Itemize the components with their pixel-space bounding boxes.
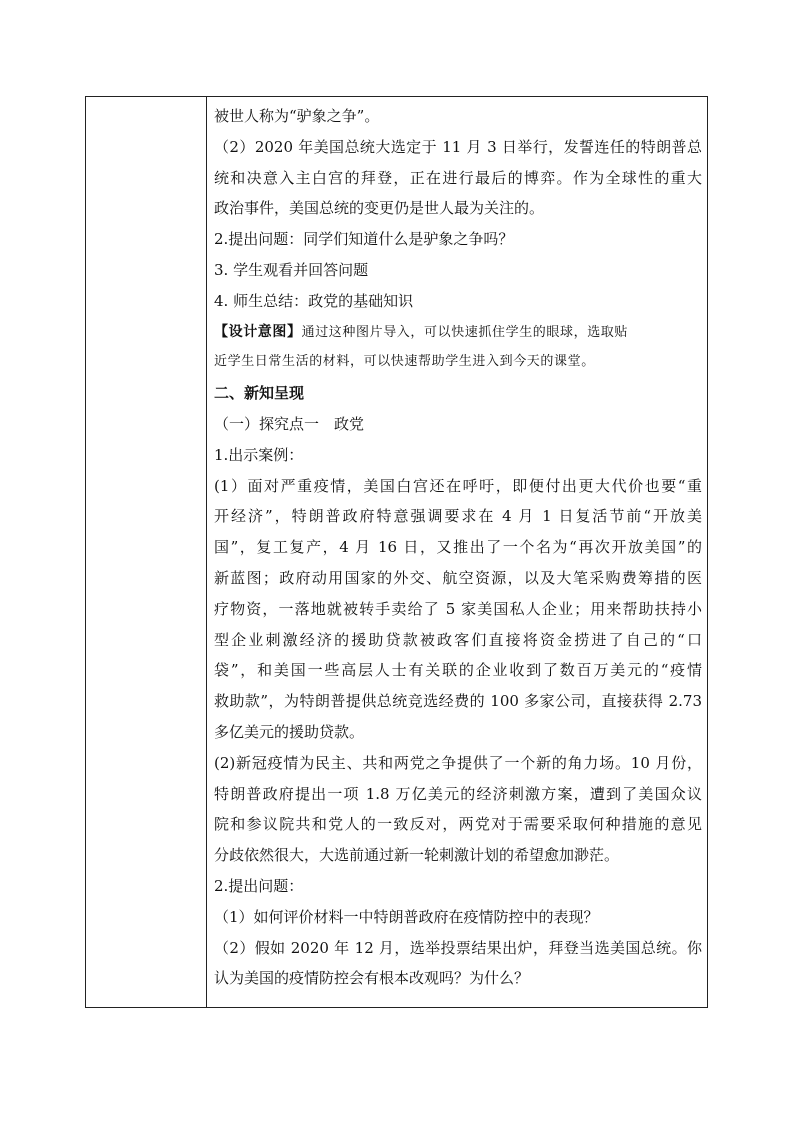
step-line: 3. 学生观看并回答问题 bbox=[214, 260, 369, 279]
question-line: （2）假如 2020 年 12 月，选举投票结果出炉，拜登当选美国总统。你 bbox=[214, 938, 702, 957]
question-line: 2.提出问题：同学们知道什么是驴象之争吗？ bbox=[214, 230, 514, 249]
design-intent-line bbox=[214, 317, 702, 348]
text-line: （2）2020 年美国总统大选定于 11 月 3 日举行，发誓连任的特朗普总 bbox=[214, 137, 702, 156]
lesson-table bbox=[85, 96, 708, 1008]
text-line: 1.出示案例： bbox=[214, 445, 304, 464]
question-line: （1）如何评价材料一中特朗普政府在疫情防控中的表现？ bbox=[214, 907, 599, 926]
text-line: 被世人称为“驴象之争”。 bbox=[214, 107, 380, 125]
case-text-line: 国”，复工复产，4 月 16 日，又推出了一个名为“再次开放美国”的 bbox=[214, 538, 702, 557]
subsection-heading: （一）探究点一 政党 bbox=[214, 414, 365, 433]
case-text-line: 救助款”，为特朗普提供总统竞选经费的 100 多家公司，直接获得 2.73 bbox=[214, 692, 702, 711]
question-line: 2.提出问题： bbox=[214, 876, 304, 895]
case-text-line: 分歧依然很大，大选前通过新一轮刺激计划的希望愈加渺茫。 bbox=[214, 846, 620, 865]
case-text-line: 特朗普政府提出一项 1.8 万亿美元的经济刺激方案，遭到了美国众议 bbox=[214, 784, 702, 803]
step-line: 4. 师生总结：政党的基础知识 bbox=[214, 291, 414, 310]
case-text-line: 院和参议院共和党人的一致反对，两党对于需要采取何种措施的意见 bbox=[214, 815, 702, 834]
question-line: 认为美国的疫情防控会有根本改观吗？为什么？ bbox=[214, 969, 530, 988]
design-intent-tag: 【设计意图】 bbox=[214, 323, 302, 340]
column-divider bbox=[206, 97, 207, 1007]
case-text-line: (2)新冠疫情为民主、共和两党之争提供了一个新的角力场。10 月份， bbox=[214, 753, 702, 772]
text-line: 统和决意入主白宫的拜登，正在进行最后的博弈。作为全球性的重大 bbox=[214, 168, 702, 187]
table-left-cell bbox=[86, 97, 206, 1007]
table-content-cell bbox=[214, 101, 702, 994]
design-intent-text: 通过这种图片导入，可以快速抓住学生的眼球，选取贴 bbox=[301, 324, 629, 340]
design-intent-line: 近学生日常生活的材料，可以快速帮助学生进入到今天的课堂。 bbox=[214, 354, 595, 370]
section-heading: 二、新知呈现 bbox=[214, 384, 305, 403]
case-text-line: 型企业刺激经济的援助贷款被政客们直接将资金捞进了自己的“口 bbox=[214, 630, 702, 649]
case-text-line: (1）面对严重疫情，美国白宫还在呼吁，即便付出更大代价也要“重 bbox=[214, 476, 702, 495]
case-text-line: 袋”，和美国一些高层人士有关联的企业收到了数百万美元的“疫情 bbox=[214, 661, 702, 680]
text-line: 政治事件，美国总统的变更仍是世人最为关注的。 bbox=[214, 199, 545, 218]
case-text-line: 开经济”，特朗普政府特意强调要求在 4 月 1 日复活节前“开放美 bbox=[214, 507, 702, 526]
case-text-line: 疗物资，一落地就被转手卖给了 5 家美国私人企业；用来帮助扶持小 bbox=[214, 599, 702, 618]
case-text-line: 多亿美元的援助贷款。 bbox=[214, 722, 365, 741]
case-text-line: 新蓝图；政府动用国家的外交、航空资源，以及大笔采购费筹措的医 bbox=[214, 568, 702, 587]
